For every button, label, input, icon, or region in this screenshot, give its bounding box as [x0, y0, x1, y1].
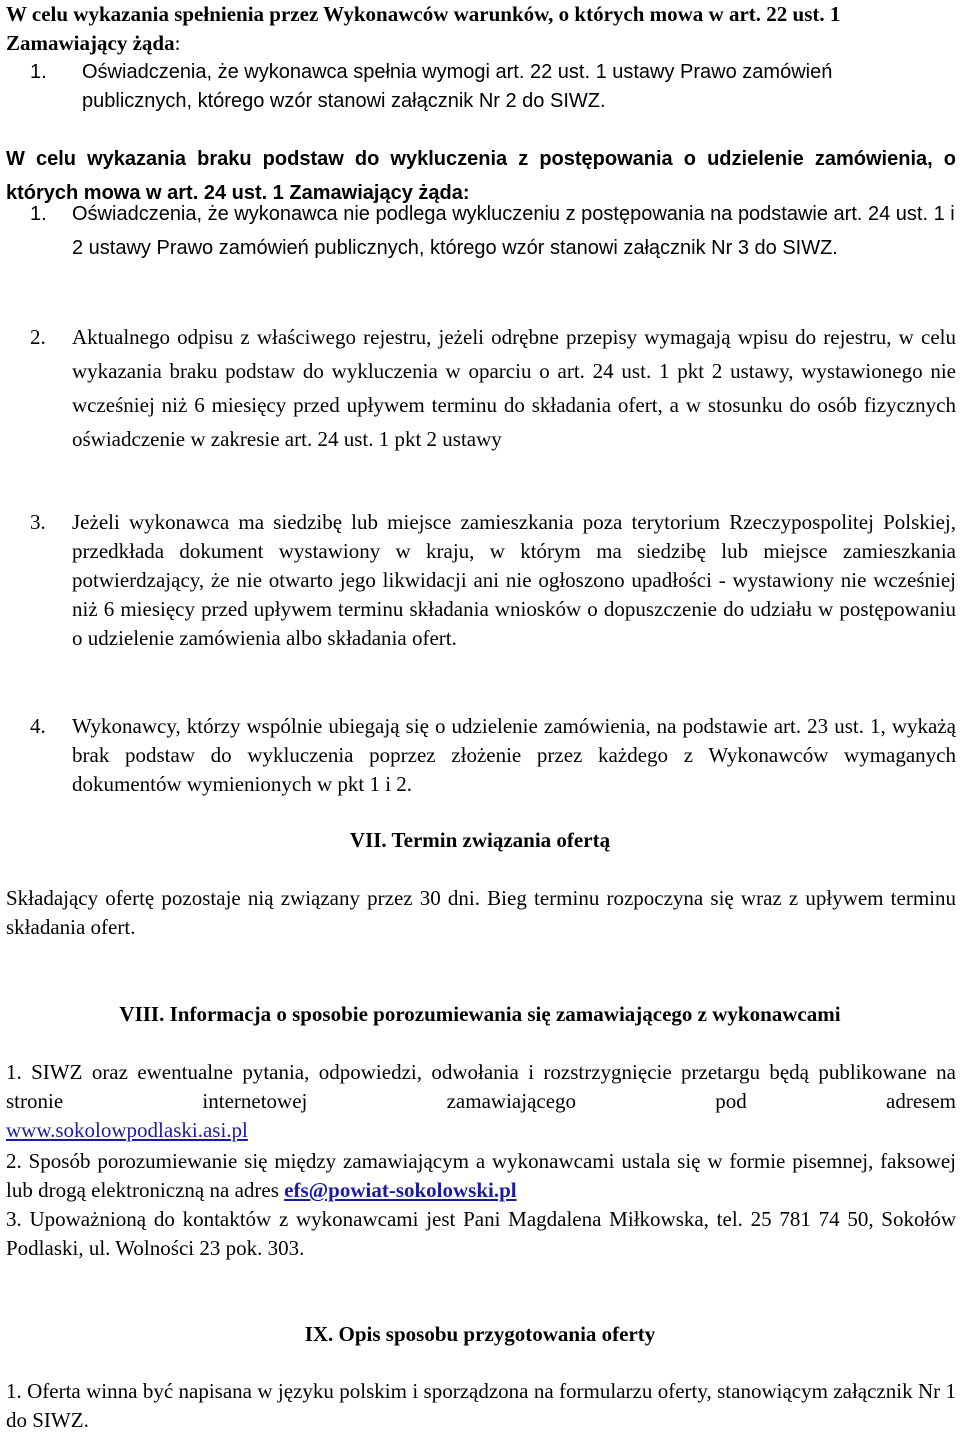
- warunki-intro-text: W celu wykazania spełnienia przez Wykonawców warunków, o których mowa w art. 22 ust. 1 Zamawiający żąda: [6, 2, 841, 55]
- section-viii-item1-text: 1. SIWZ oraz ewentualne pytania, odpowiedzi, odwołania i rozstrzygnięcie przetargu będą publikowane na stronie internetowej zamawiającego pod adresem: [6, 1060, 956, 1113]
- section-ix-heading: IX. Opis sposobu przygotowania oferty: [304, 1322, 656, 1346]
- warunki-item1-number: 1.: [30, 61, 47, 83]
- website-link[interactable]: www.sokolowpodlaski.asi.pl: [6, 1118, 248, 1142]
- section-viii-item2: [6, 1147, 956, 1205]
- wykluczenie-item1-text: Oświadczenia, że wykonawca nie podlega wykluczeniu z postępowania na podstawie art. 24 ust. 1 i 2 ustawy Prawo zamówień publicznych, którego wzór stanowi załącznik Nr 3 do SIWZ.: [72, 203, 955, 259]
- section-viii-item1: [6, 1058, 956, 1116]
- section-viii-item3: 3. Upoważnioną do kontaktów z wykonawcami jest Pani Magdalena Miłkowska, tel. 25 781 74 50, Sokołów Podlaski, ul. Wolności 23 pok. 303.: [6, 1207, 956, 1260]
- wykluczenie-item3-number: 3.: [30, 510, 46, 534]
- wykluczenie-intro: W celu wykazania braku podstaw do wykluczenia z postępowania o udzielenie zamówienia, o których mowa w art. 24 ust. 1 Zamawiający żąda:: [6, 148, 956, 204]
- section-vii-heading: VII. Termin związania ofertą: [349, 828, 611, 852]
- section-viii-item1-link-line: [6, 1116, 956, 1145]
- wykluczenie-item4-number: 4.: [30, 714, 46, 738]
- wykluczenie-item4-text: Wykonawcy, którzy wspólnie ubiegają się o udzielenie zamówienia, na podstawie art. 23 ust. 1, wykażą brak podstaw do wykluczenia poprzez złożenie przez każdego z Wykonawców wymaganych dokumentów wymienionych w pkt 1 i 2.: [72, 714, 956, 796]
- wykluczenie-item2-number: 2.: [30, 325, 46, 349]
- wykluczenie-item3-text: Jeżeli wykonawca ma siedzibę lub miejsce zamieszkania poza terytorium Rzeczypospolitej Polskiej, przedkłada dokument wystawiony w kraju, w którym ma siedzibę lub miejsce zamieszkania potwierdzający, że nie otwarto jego likwidacji ani nie ogłoszono upadłości - wystawiony nie wcześniej niż 6 miesięcy przed upływem terminu składania wniosków o dopuszczenie do udziału w postępowaniu o udzielenie zamówienia albo składania ofert.: [72, 510, 956, 650]
- wykluczenie-item1-number: 1.: [30, 203, 47, 225]
- section-vii-text: Składający ofertę pozostaje nią związany przez 30 dni. Bieg terminu rozpoczyna się wraz z upływem terminu składania ofert.: [6, 886, 956, 939]
- warunki-item1-text: Oświadczenia, że wykonawca spełnia wymogi art. 22 ust. 1 ustawy Prawo zamówień publicznych, którego wzór stanowi załącznik Nr 2 do SIWZ.: [82, 61, 833, 112]
- section-ix-text: 1. Oferta winna być napisana w języku polskim i sporządzona na formularzu oferty, stanowiącym załącznik Nr 1 do SIWZ.: [6, 1379, 956, 1432]
- warunki-intro: [6, 0, 956, 58]
- wykluczenie-item2-text: Aktualnego odpisu z właściwego rejestru, jeżeli odrębne przepisy wymagają wpisu do rejestru, w celu wykazania braku podstaw do wykluczenia w oparciu o art. 24 ust. 1 pkt 2 ustawy, wystawionego nie wcześniej niż 6 miesięcy przed upływem terminu do składania ofert, a w stosunku do osób fizycznych oświadczenie w zakresie art. 24 ust. 1 pkt 2 ustawy: [72, 325, 956, 451]
- email-link[interactable]: efs@powiat-sokolowski.pl: [284, 1178, 517, 1202]
- section-viii-heading: VIII. Informacja o sposobie porozumiewania się zamawiającego z wykonawcami: [119, 1002, 841, 1026]
- warunki-intro-colon: :: [174, 31, 181, 55]
- section-viii-item2-text: 2. Sposób porozumiewanie się między zamawiającym a wykonawcami ustala się w formie pisemnej, faksowej lub drogą elektroniczną na adres: [6, 1149, 956, 1202]
